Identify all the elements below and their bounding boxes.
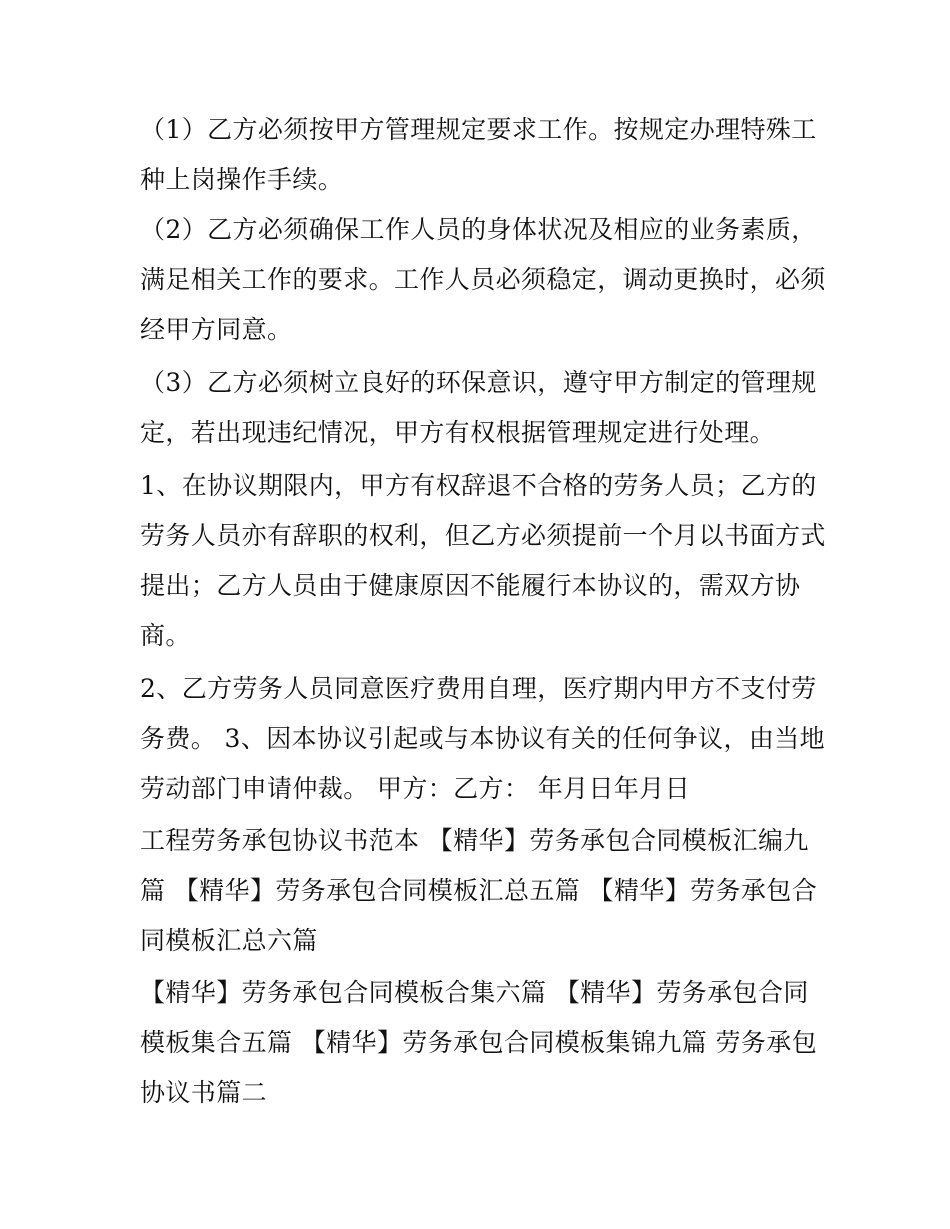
text-line: （1）乙方必须按甲方管理规定要求工作。按规定办理特殊工: [140, 115, 817, 144]
text-line: 模板集合五篇 【精华】劳务承包合同模板集锦九篇 劳务承包: [140, 1028, 818, 1057]
text-line: 篇 【精华】劳务承包合同模板汇总五篇 【精华】劳务承包合: [140, 876, 818, 905]
text-line: 定，若出现违纪情况，甲方有权根据管理规定进行处理。: [140, 418, 776, 447]
text-line: 务费。 3、因本协议引起或与本协议有关的任何争议，由当地: [140, 724, 826, 753]
text-line: 经甲方同意。: [140, 315, 293, 344]
text-line: 提出；乙方人员由于健康原因不能履行本协议的，需双方协: [140, 571, 801, 600]
text-line: 商。: [140, 621, 191, 650]
text-line: 种上岗操作手续。: [140, 165, 344, 194]
text-line: （3）乙方必须树立良好的环保意识，遵守甲方制定的管理规: [140, 368, 817, 397]
text-line: 1、在协议期限内，甲方有权辞退不合格的劳务人员；乙方的: [140, 471, 817, 500]
text-line: 2、乙方劳务人员同意医疗费用自理，医疗期内甲方不支付劳: [140, 674, 817, 703]
text-line: 同模板汇总六篇: [140, 926, 318, 955]
text-line: 满足相关工作的要求。工作人员必须稳定，调动更换时，必须: [140, 265, 826, 294]
text-line: 劳动部门申请仲裁。 甲方：乙方： 年月日年月日: [140, 774, 691, 803]
text-line: 劳务人员亦有辞职的权利，但乙方必须提前一个月以书面方式: [140, 521, 826, 550]
text-line: 工程劳务承包协议书范本 【精华】劳务承包合同模板汇编九: [140, 826, 809, 855]
text-line: （2）乙方必须确保工作人员的身体状况及相应的业务素质，: [140, 215, 817, 244]
text-line: 【精华】劳务承包合同模板合集六篇 【精华】劳务承包合同: [140, 978, 809, 1007]
text-line: 协议书篇二: [140, 1078, 268, 1107]
